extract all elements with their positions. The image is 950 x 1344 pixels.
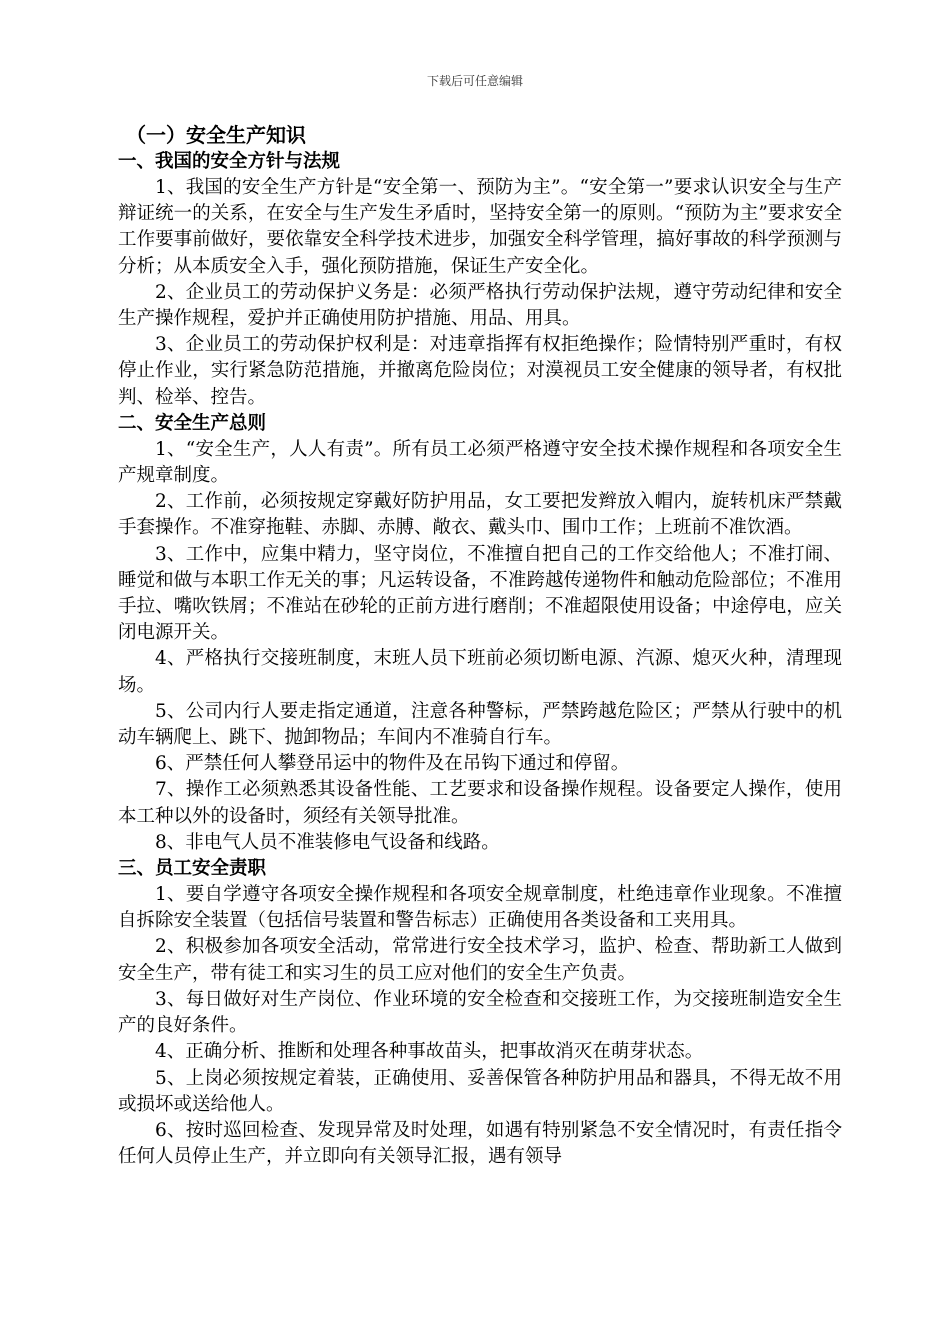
paragraph: 5、上岗必须按规定着装，正确使用、妥善保管各种防护用品和器具，不得无故不用或损坏或送给他人。 — [118, 1067, 842, 1115]
paragraph: 1、我国的安全生产方针是“安全第一、预防为主”。“安全第一”要求认识安全与生产辩证统一的关系，在安全与生产发生矛盾时，坚持安全第一的原则。“预防为主”要求安全工作要事前做好，要依靠安全科学技术进步，加强安全科学管理，搞好事故的科学预测与分析；从本质安全入手，强化预防措施，保证生产安全化。 — [118, 177, 842, 277]
section-heading: 二、安全生产总则 — [118, 412, 267, 434]
paragraph: 3、工作中，应集中精力，坚守岗位，不准擅自把自己的工作交给他人；不准打闹、睡觉和做与本职工作无关的事；凡运转设备，不准跨越传递物件和触动危险部位；不准用手拉、嘴吹铁屑；不准站在砂轮的正前方进行磨削；不准超限使用设备；中途停电，应关闭电源开关。 — [118, 543, 842, 644]
paragraph: 3、每日做好对生产岗位、作业环境的安全检查和交接班工作，为交接班制造安全生产的良好条件。 — [118, 988, 842, 1037]
paragraph: 6、按时巡回检查、发现异常及时处理，如遇有特别紧急不安全情况时，有责任指令任何人员停止生产，并立即向有关领导汇报，遇有领导 — [118, 1119, 842, 1168]
document-title: （一）安全生产知识 — [126, 123, 306, 147]
paragraph: 6、严禁任何人攀登吊运中的物件及在吊钩下通过和停留。 — [155, 753, 630, 775]
section-heading: 一、我国的安全方针与法规 — [118, 151, 341, 172]
paragraph: 7、操作工必须熟悉其设备性能、工艺要求和设备操作规程。设备要定人操作，使用本工种以外的设备时，须经有关领导批准。 — [118, 779, 842, 827]
section-heading: 三、员工安全责职 — [118, 858, 267, 880]
section-safety-policy — [118, 149, 842, 411]
paragraph: 1、要自学遵守各项安全操作规程和各项安全规章制度，杜绝违章作业现象。不准擅自拆除安全装置（包括信号装置和警告标志）正确使用各类设备和工夹用具。 — [118, 884, 842, 932]
paragraph: 2、工作前，必须按规定穿戴好防护用品，女工要把发辫放入帽内，旋转机床严禁戴手套操作。不准穿拖鞋、赤脚、赤膊、敞衣、戴头巾、围巾工作；上班前不准饮酒。 — [118, 491, 842, 539]
paragraph: 8、非电气人员不准装修电气设备和线路。 — [155, 831, 500, 853]
paragraph: 4、严格执行交接班制度，末班人员下班前必须切断电源、汽源、熄灭火种，清理现场。 — [118, 648, 842, 696]
paragraph: 2、积极参加各项安全活动，常常进行安全技术学习，监护、检查、帮助新工人做到安全生产，带有徒工和实习生的员工应对他们的安全生产负责。 — [118, 936, 842, 984]
paragraph: 4、正确分析、推断和处理各种事故苗头，把事故消灭在萌芽状态。 — [155, 1041, 704, 1063]
paragraph: 5、公司内行人要走指定通道，注意各种警标，严禁跨越危险区；严禁从行驶中的机动车辆爬上、跳下、抛卸物品；车间内不准骑自行车。 — [118, 700, 842, 749]
document-body — [118, 121, 842, 1170]
page-header-note: 下载后可任意编辑 — [426, 74, 523, 88]
paragraph: 2、企业员工的劳动保护义务是：必须严格执行劳动保护法规，遵守劳动纪律和安全生产操作规程，爱护并正确使用防护措施、用品、用具。 — [118, 281, 842, 330]
section-general-rules — [118, 411, 842, 856]
paragraph: 1、“安全生产，人人有责”。所有员工必须严格遵守安全技术操作规程和各项安全生产规章制度。 — [118, 438, 842, 487]
paragraph: 3、企业员工的劳动保护权利是：对违章指挥有权拒绝操作；险情特别严重时，有权停止作业，实行紧急防范措施，并撤离危险岗位；对漠视员工安全健康的领导者，有权批判、检举、控告。 — [118, 334, 842, 408]
section-employee-duties — [118, 856, 842, 1170]
